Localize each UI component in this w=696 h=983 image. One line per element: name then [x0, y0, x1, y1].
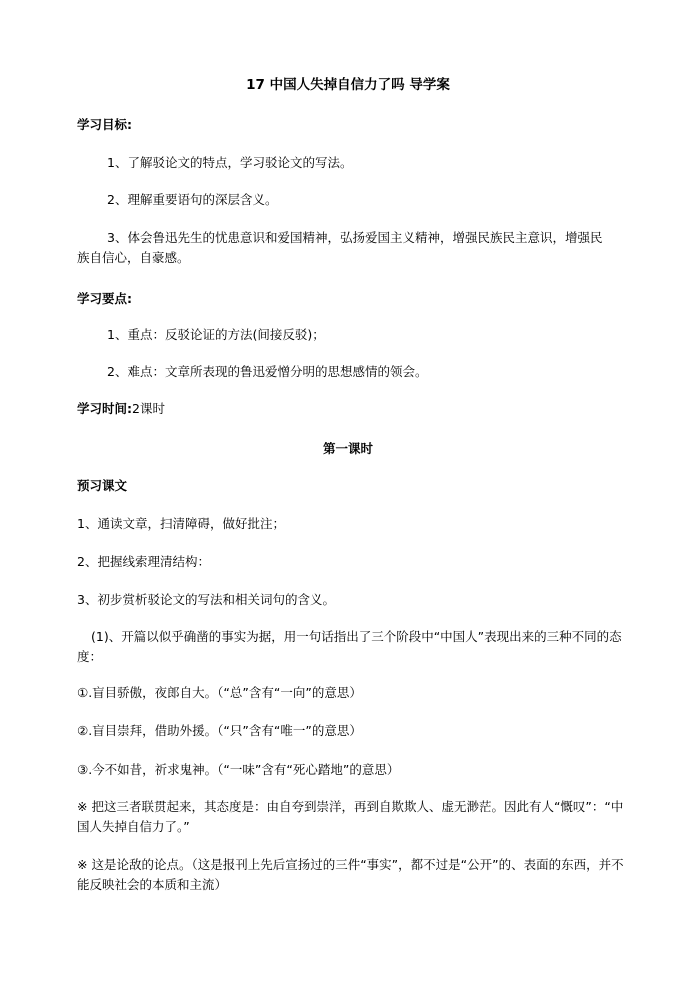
key-point-item: 1、重点：反驳论证的方法(间接反驳)；: [107, 327, 325, 342]
study-time-label: 学习时间:: [77, 401, 132, 416]
key-points-heading: 学习要点:: [77, 291, 132, 306]
objective-item: 3、体会鲁迅先生的忧患意识和爱国精神，弘扬爱国主义精神，增强民族民主意识，增强民族自信心，自豪感。: [77, 230, 603, 265]
preview-step: 3、初步赏析驳论文的写法和相关词句的含义。: [77, 592, 335, 607]
objective-item: 2、理解重要语句的深层含义。: [107, 192, 278, 207]
study-time: [77, 400, 165, 418]
objectives-heading: 学习目标:: [77, 117, 132, 132]
study-time-value: 2课时: [132, 401, 165, 416]
preview-step: 2、把握线索理清结构：: [77, 554, 210, 569]
preview-step: 1、通读文章，扫清障碍，做好批注；: [77, 516, 285, 531]
attitude-item: ②.盲目崇拜，借助外援。（“只”含有“唯一”的意思）: [77, 723, 362, 738]
preview-heading: 预习课文: [77, 478, 128, 493]
preview-subpoint: (1)、开篇以似乎确凿的事实为据，用一句话指出了三个阶段中“中国人”表现出来的三种不同的态度：: [77, 629, 622, 664]
note-paragraph: ※ 把这三者联贯起来，其态度是：由自夸到崇洋，再到自欺欺人、虚无渺茫。因此有人“慨叹”：“中国人失掉自信力了。”: [77, 799, 624, 834]
page-title: 17 中国人失掉自信力了吗 导学案: [246, 77, 450, 93]
section-title: 第一课时: [322, 441, 373, 456]
key-point-item: 2、难点：文章所表现的鲁迅爱憎分明的思想感情的领会。: [107, 364, 428, 379]
attitude-item: ①.盲目骄傲，夜郎自大。（“总”含有“一向”的意思）: [77, 685, 362, 700]
objective-item: 1、了解驳论文的特点，学习驳论文的写法。: [107, 155, 353, 170]
note-paragraph: ※ 这是论敌的论点。（这是报刊上先后宣扬过的三件“事实”，都不过是“公开”的、表面的东西，并不能反映社会的本质和主流）: [77, 857, 624, 892]
attitude-item: ③.今不如昔，祈求鬼神。（“一味”含有“死心踏地”的意思）: [77, 762, 400, 777]
